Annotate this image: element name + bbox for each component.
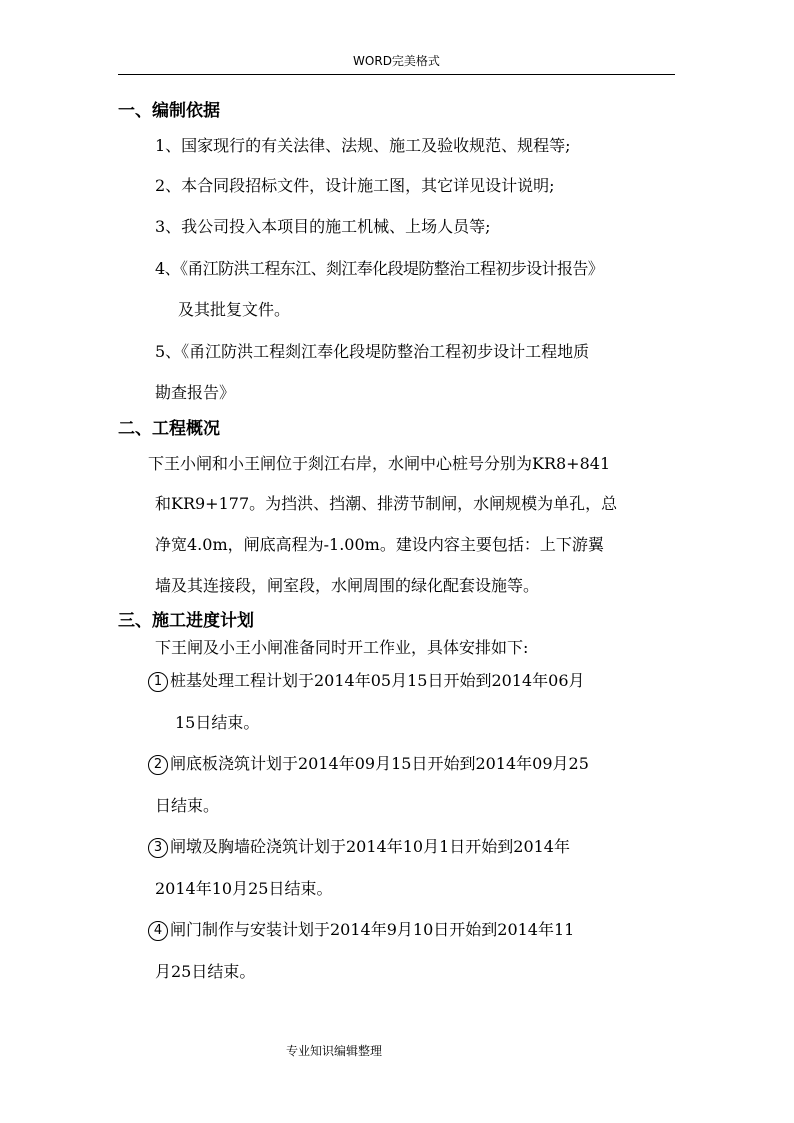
basis-item-3: 3、我公司投入本项目的施工机械、上场人员等; <box>155 217 491 236</box>
schedule-item-1 <box>148 671 585 692</box>
basis-item-4: 4、《甬江防洪工程东江、剡江奉化段堤防整治工程初步设计报告》 <box>155 259 604 278</box>
schedule-item-2-text: 闸底板浇筑计划于2014年09月15日开始到2014年09月25 <box>170 754 589 773</box>
schedule-item-1-continued: 15日结束。 <box>175 713 260 732</box>
schedule-item-2 <box>148 754 589 775</box>
section-heading-basis: 一、编制依据 <box>118 101 220 121</box>
schedule-item-3-text: 闸墩及胸墙砼浇筑计划于2014年10月1日开始到2014年 <box>170 837 570 856</box>
overview-line-1: 下王小闸和小王闸位于剡江右岸，水闸中心桩号分别为KR8+841 <box>148 454 611 473</box>
overview-line-2: 和KR9+177。为挡洪、挡潮、排涝节制闸，水闸规模为单孔，总 <box>155 494 618 513</box>
circled-number-4: 4 <box>148 921 168 941</box>
section-heading-overview: 二、工程概况 <box>118 419 220 439</box>
schedule-intro: 下王闸及小王小闸准备同时开工作业，具体安排如下: <box>155 638 529 657</box>
basis-item-1: 1、国家现行的有关法律、法规、施工及验收规范、规程等; <box>155 136 571 155</box>
overview-line-3: 净宽4.0m，闸底高程为-1.00m。建设内容主要包括：上下游翼 <box>155 535 604 554</box>
schedule-item-4 <box>148 920 574 941</box>
basis-item-4-continued: 及其批复文件。 <box>178 300 291 319</box>
basis-item-5-continued: 勘查报告》 <box>155 383 236 402</box>
circled-number-2: 2 <box>148 755 168 775</box>
circled-number-3: 3 <box>148 838 168 858</box>
schedule-item-1-text: 桩基处理工程计划于2014年05月15日开始到2014年06月 <box>170 671 585 690</box>
schedule-item-4-continued: 月25日结束。 <box>155 962 256 981</box>
basis-item-2: 2、本合同段招标文件，设计施工图，其它详见设计说明; <box>155 176 555 195</box>
overview-line-4: 墙及其连接段，闸室段，水闸周围的绿化配套设施等。 <box>155 576 540 595</box>
schedule-item-3-continued: 2014年10月25日结束。 <box>155 879 333 898</box>
schedule-item-4-text: 闸门制作与安装计划于2014年9月10日开始到2014年11 <box>170 920 575 939</box>
basis-item-5: 5、《甬江防洪工程剡江奉化段堤防整治工程初步设计工程地质 <box>155 342 590 361</box>
schedule-item-3 <box>148 837 570 858</box>
schedule-item-2-continued: 日结束。 <box>155 796 220 815</box>
page-header: WORD完美格式 <box>118 54 675 75</box>
page-footer: 专业知识编辑整理 <box>286 1044 383 1058</box>
circled-number-1: 1 <box>148 672 168 692</box>
section-heading-schedule: 三、施工进度计划 <box>118 611 254 631</box>
